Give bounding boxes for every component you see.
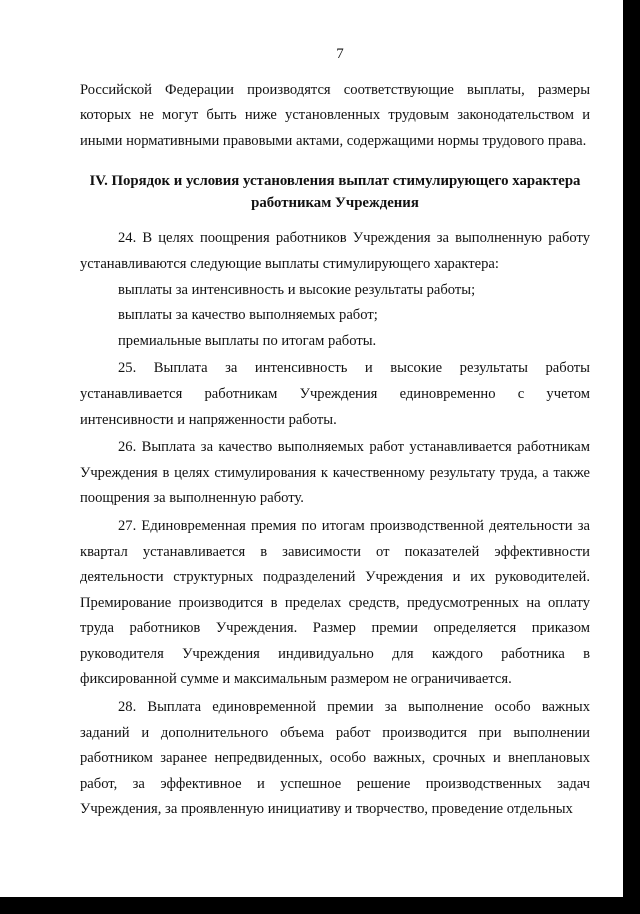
paragraph-27: 27. Единовременная премия по итогам производственной деятельности за квартал устанавливается в зависимости от показателей эффективности деятельности структурных подразделений Учреждения и их руководителей. Премирование производится в пределах средств, предусмотренных на оплату труда работников Учреждения. Размер премии определяется приказом руководителя Учреждения индивидуально для каждого работника в фиксированной сумме и максимальным размером не ограничивается. <box>80 517 590 688</box>
paragraph-26: 26. Выплата за качество выполняемых работ устанавливается работникам Учреждения в целях стимулирования к качественному результату труда, а также поощрения за выполненную работу. <box>80 439 590 507</box>
section-title-line2: работникам Учреждения <box>251 195 419 212</box>
paragraph-28: 28. Выплата единовременной премии за выполнение особо важных заданий и дополнительного объема работ производится при выполнении работником заранее непредвиденных, особо важных, срочных и внеплановых работ, за эффективное и успешное решение производственных задач Учреждения, за проявленную инициативу и творчество, проведение отдельных <box>80 699 590 818</box>
section-title-line1: IV. Порядок и условия установления выплат стимулирующего характера <box>89 173 581 190</box>
list-item: выплаты за качество выполняемых работ; <box>118 307 378 324</box>
intro-paragraph: Российской Федерации производятся соответствующие выплаты, размеры которых не могут быть ниже установленных трудовым законодательством и иными нормативными правовыми актами, содержащими нормы трудового права. <box>80 81 590 149</box>
page-number: 7 <box>336 46 344 62</box>
list-item: выплаты за интенсивность и высокие результаты работы; <box>118 281 476 298</box>
document-page <box>80 42 590 823</box>
scan-edge-bottom <box>0 897 640 914</box>
paragraph-25: 25. Выплата за интенсивность и высокие результаты работы устанавливается работникам Учреждения единовременно с учетом интенсивности и напряженности работы. <box>80 360 590 428</box>
section-heading <box>80 170 590 214</box>
list-item: премиальные выплаты по итогам работы. <box>118 332 377 349</box>
paragraph-24: 24. В целях поощрения работников Учреждения за выполненную работу устанавливаются следующие выплаты стимулирующего характера: <box>80 230 590 272</box>
scan-edge-right <box>623 0 640 914</box>
